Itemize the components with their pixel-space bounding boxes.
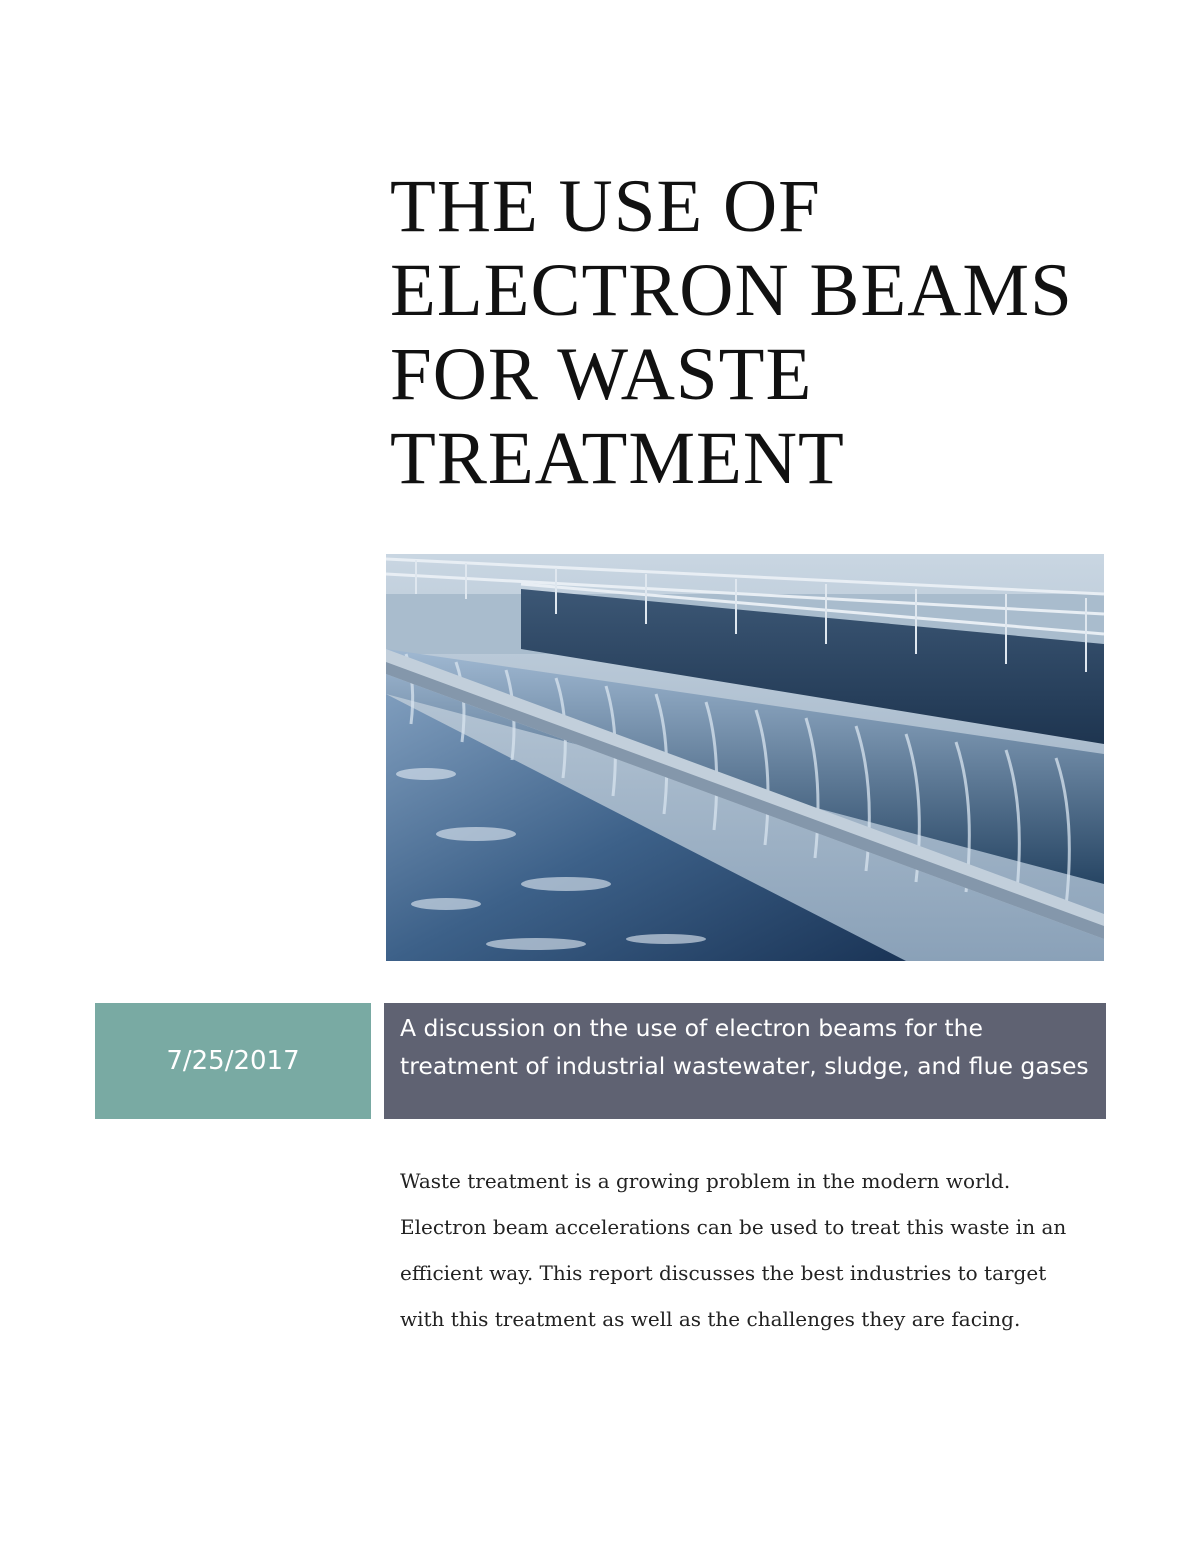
title-line: TREATMENT (390, 417, 845, 500)
cover-photo-water-treatment-weir (386, 554, 1104, 961)
title-line: ELECTRON BEAMS (390, 249, 1073, 332)
document-title (390, 165, 1150, 501)
document-subtitle: A discussion on the use of electron beams for the treatment of industrial wastewater, sludge, and flue gases (400, 1014, 1089, 1080)
title-line: FOR WASTE (390, 333, 813, 416)
title-line: THE USE OF (390, 165, 821, 248)
document-abstract: Waste treatment is a growing problem in the modern world. Electron beam accelerations can be used to treat this waste in an efficient way. This report discusses the best industries to target with this treatment as well as the challenges they are facing. (400, 1169, 1067, 1331)
document-date: 7/25/2017 (166, 1046, 300, 1076)
subtitle-box (384, 1003, 1106, 1119)
date-box (95, 1003, 371, 1119)
